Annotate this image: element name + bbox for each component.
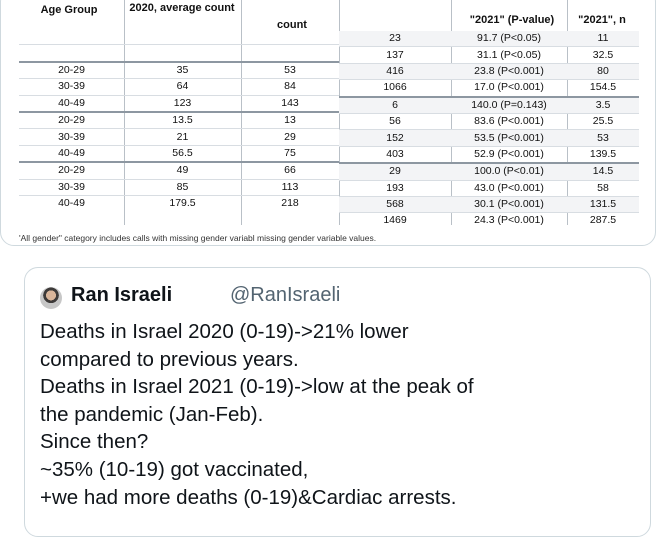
table-cell: 20-29 [58, 63, 85, 76]
table-row [19, 45, 339, 62]
quoted-image-card[interactable] [0, 0, 656, 246]
table-cell: 85 [176, 180, 189, 193]
table-cell [241, 29, 339, 45]
tweet-line: Since then? [40, 430, 149, 454]
table-cell: 416 [339, 63, 451, 79]
table-cell: 568 [339, 196, 451, 212]
tweet-line: Deaths in Israel 2021 (0-19)->low at the peak of [40, 375, 474, 399]
table-cell: 40-49 [58, 96, 85, 109]
table-cell: 154.5 [589, 81, 617, 94]
table-cell: 100.0 (P<0.01) [451, 163, 567, 180]
table-row [19, 112, 339, 129]
table-cell: 64 [176, 80, 189, 93]
table-cell: 40-49 [58, 197, 85, 210]
table-cell: 53.5 (P<0.001) [451, 130, 567, 146]
table-cell: 11 [567, 31, 639, 47]
table-cell: 84 [284, 80, 296, 93]
table-cell: 29 [284, 130, 296, 143]
table-cell: 1469 [383, 214, 407, 227]
table-cell: 43.0 (P<0.001) [474, 181, 544, 194]
tweet-text [40, 318, 640, 511]
table-cell: 1066 [383, 81, 407, 94]
table-row [339, 63, 639, 79]
table-row [339, 146, 639, 163]
table-cell: 83.6 (P<0.001) [474, 115, 544, 128]
table-cell: 66 [284, 164, 296, 177]
table-cell: 40-49 [58, 146, 85, 159]
table-cell: 152 [339, 130, 451, 146]
table-row [339, 80, 639, 97]
table-cell: 143 [281, 96, 299, 109]
author-name[interactable]: Ran Israeli [71, 284, 173, 306]
table-cell: 17.0 (P<0.001) [474, 81, 544, 94]
table-cell: 31.1 (P<0.05) [477, 48, 541, 61]
table-cell: 20-29 [58, 114, 85, 127]
table-cell: 139.5 [589, 147, 617, 160]
table-row [19, 179, 339, 195]
table-cell: 193 [386, 181, 404, 194]
table-cell: 75 [284, 146, 296, 159]
table-row [339, 130, 639, 146]
table-cell [241, 45, 339, 62]
table-cell: 287.5 [589, 214, 617, 227]
header-2021-n: "2021", n [578, 14, 626, 26]
table-row [19, 162, 339, 179]
table-row [339, 97, 639, 114]
table-cell: 179.5 [169, 197, 196, 210]
table-cell: 35 [176, 63, 189, 76]
table-cell: 25.5 [592, 115, 614, 128]
table-row [19, 145, 339, 162]
table-cell [124, 29, 241, 45]
table-cell [19, 45, 124, 62]
table-cell: 56.5 [172, 146, 193, 159]
right-table [339, 31, 639, 229]
table-cell: 218 [281, 197, 299, 210]
table-row [339, 196, 639, 212]
table-row [339, 31, 639, 47]
table-cell: 91.7 (P<0.05) [451, 31, 567, 47]
table-cell: 80 [567, 63, 639, 79]
table-cell: 403 [386, 147, 404, 160]
table-cell: 6 [339, 97, 451, 114]
left-table [19, 29, 339, 211]
table-cell: 49 [176, 164, 189, 177]
table-cell: 13.5 [172, 114, 193, 127]
table-cell: 21 [176, 130, 189, 143]
table-row [19, 129, 339, 145]
table-row [339, 113, 639, 129]
table-footnote: 'All gender" category includes calls with missing gender variabl missing gender variable values. [19, 233, 377, 243]
table-row [19, 95, 339, 112]
table-cell: 123 [173, 96, 192, 109]
table-cell: 23.8 (P<0.001) [451, 63, 567, 79]
table-cell: 13 [284, 114, 296, 127]
table-cell: 137 [386, 48, 404, 61]
table-cell: 140.0 (P=0.143) [451, 97, 567, 114]
table-row [19, 195, 339, 211]
header-2020-average: 2020, average count [129, 2, 235, 14]
table-cell: 3.5 [567, 97, 639, 114]
quoted-tweet[interactable] [24, 267, 651, 537]
tweet-line: compared to previous years. [40, 347, 299, 371]
table-row [339, 180, 639, 196]
table-cell [124, 45, 241, 62]
tweet-line: Deaths in Israel 2020 (0-19)->21% lower [40, 320, 409, 343]
table-row [19, 62, 339, 79]
tweet-line: the pandemic (Jan-Feb). [40, 402, 264, 426]
table-cell: 30-39 [58, 130, 85, 143]
author-handle[interactable]: @RanIsraeli [230, 284, 341, 306]
table-cell: 30-39 [58, 80, 85, 93]
table-row [339, 47, 639, 63]
table-row [339, 213, 639, 229]
table-cell: 131.5 [567, 196, 639, 212]
table-row [19, 29, 339, 45]
header-age-group: Age Group [40, 4, 98, 16]
table-cell: 53 [284, 63, 296, 76]
table-cell: 52.9 (P<0.001) [474, 147, 544, 160]
avatar[interactable] [40, 287, 62, 309]
table-cell: 58 [597, 181, 609, 194]
table-cell: 14.5 [567, 163, 639, 180]
header-2021-pvalue: "2021" (P-value) [469, 14, 555, 26]
table-row [339, 163, 639, 180]
table-cell: 56 [389, 115, 401, 128]
table-cell [19, 29, 124, 45]
table-image [19, 0, 639, 243]
header-count: count [277, 19, 307, 31]
table-cell: 29 [339, 163, 451, 180]
table-cell: 24.3 (P<0.001) [474, 214, 544, 227]
table-row [19, 79, 339, 95]
table-cell: 23 [339, 31, 451, 47]
table-cell: 53 [567, 130, 639, 146]
table-cell: 20-29 [58, 164, 85, 177]
table-cell: 30-39 [58, 180, 85, 193]
tweet-line: ~35% (10-19) got vaccinated, [40, 457, 309, 481]
table-cell: 32.5 [592, 48, 614, 61]
table-cell: 30.1 (P<0.001) [451, 196, 567, 212]
tweet-line: +we had more deaths (0-19)&Cardiac arrests. [40, 485, 457, 509]
table-cell: 113 [281, 180, 299, 193]
